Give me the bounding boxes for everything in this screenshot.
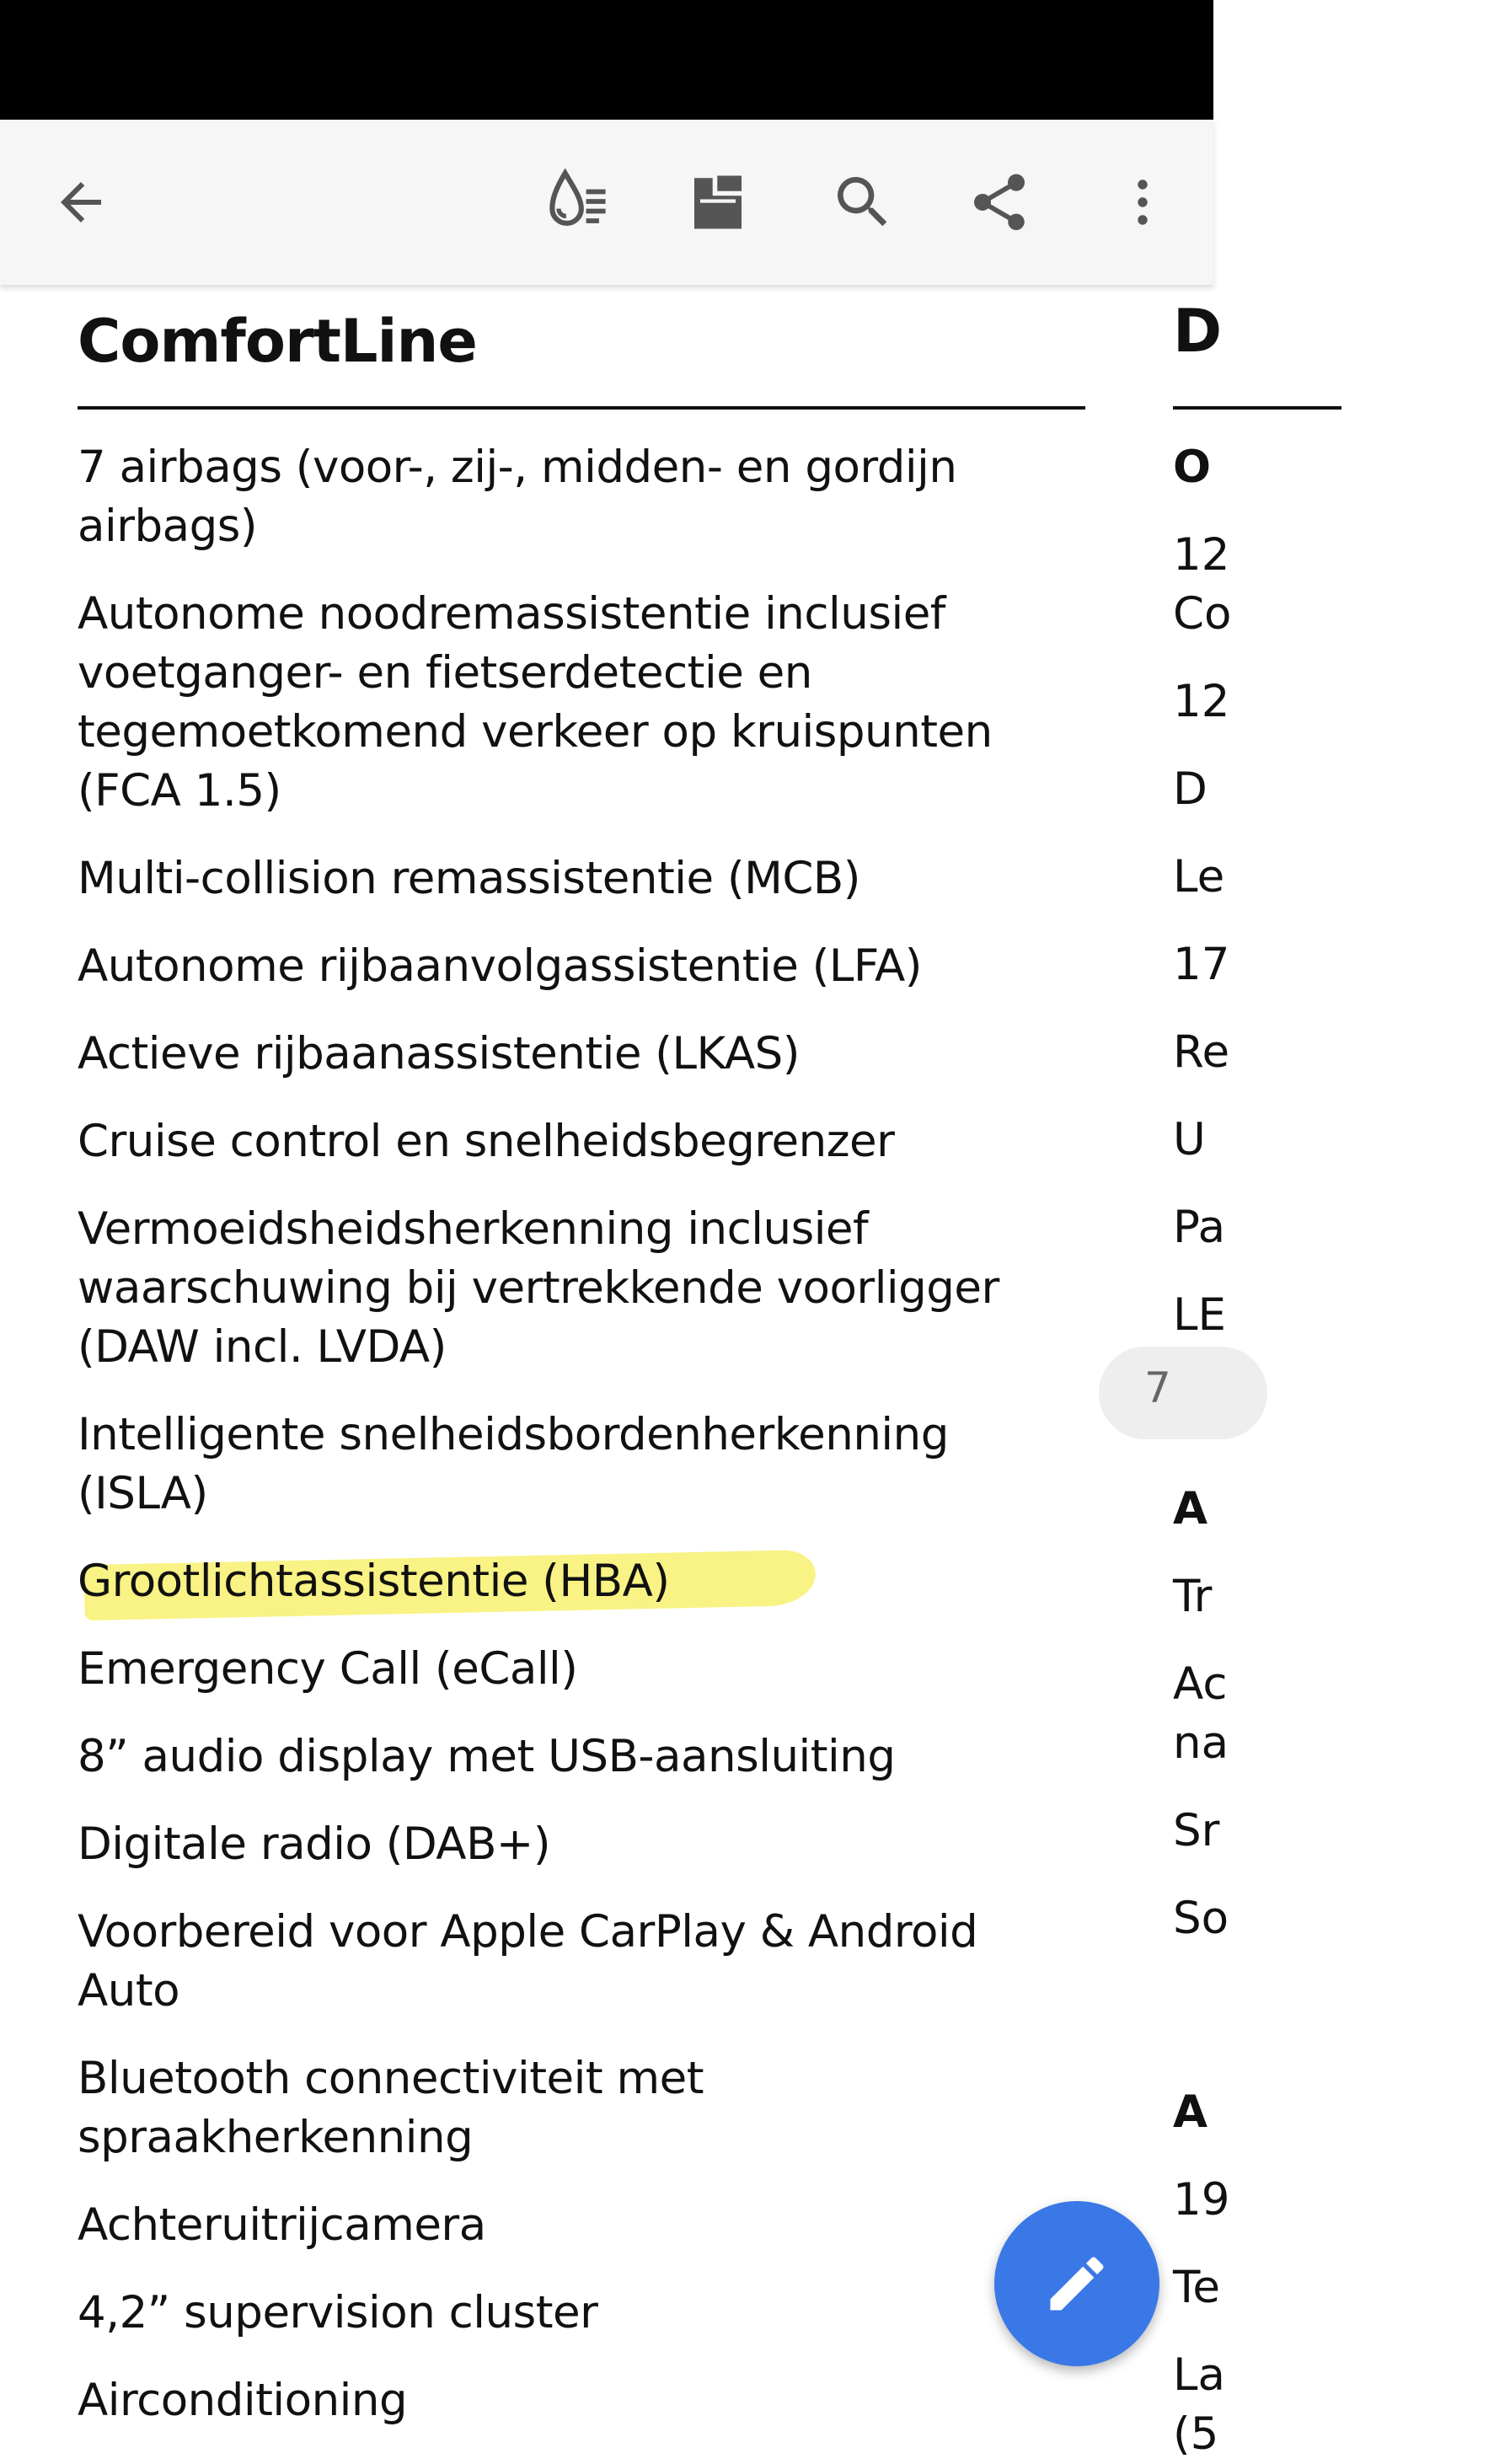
clipped-text-fragment: A	[1173, 1483, 1208, 1535]
clipped-text-fragment: 19	[1173, 2174, 1230, 2226]
feature-item: Actieve rijbaanassistentie (LKAS)	[78, 1028, 800, 1079]
toolbar	[0, 120, 1213, 285]
feature-item: Achteruitrijcamera	[78, 2199, 486, 2251]
status-bar	[0, 0, 1213, 120]
feature-item: Cruise control en snelheidsbegrenzer	[78, 1116, 895, 1167]
reading-mode-button[interactable]	[531, 155, 625, 249]
clipped-text-fragment: Co	[1173, 588, 1232, 640]
edit-fab-button[interactable]	[994, 2201, 1159, 2366]
feature-item: Emergency Call (eCall)	[78, 1643, 578, 1695]
clipped-text-fragment: 12	[1173, 529, 1230, 581]
reading-mode-icon	[539, 163, 617, 241]
clipped-text-fragment: LE	[1173, 1289, 1227, 1341]
feature-item: Bluetooth connectiviteit met spraakherkenning	[78, 2053, 704, 2163]
column-heading: ComfortLine	[78, 307, 477, 376]
search-icon	[829, 169, 897, 236]
heading-rule-fragment	[1173, 406, 1341, 410]
search-button[interactable]	[816, 155, 910, 249]
clipped-text-fragment: D	[1173, 763, 1207, 815]
page-number-indicator	[1099, 1347, 1267, 1439]
more-vert-icon	[1112, 172, 1173, 233]
clipped-text-fragment: Le	[1173, 851, 1225, 903]
clipped-text-fragment: 17	[1173, 939, 1230, 990]
feature-item: 4,2” supervision cluster	[78, 2287, 598, 2338]
clipped-text-fragment: Tr	[1173, 1571, 1213, 1622]
clipped-text-fragment: na	[1173, 1717, 1229, 1769]
pencil-icon	[1041, 2248, 1112, 2319]
feature-item: Airconditioning	[78, 2375, 408, 2426]
back-button[interactable]	[34, 155, 128, 249]
share-icon	[966, 169, 1033, 236]
feature-item: Grootlichtassistentie (HBA)	[78, 1556, 670, 1607]
heading-rule	[78, 406, 1085, 410]
clipped-text-fragment: 12	[1173, 676, 1230, 727]
clipped-text-fragment: O	[1173, 442, 1212, 493]
feature-item: Voorbereid voor Apple CarPlay & Android Auto	[78, 1906, 978, 2017]
clipped-text-fragment: U	[1173, 1114, 1206, 1165]
clipped-text-fragment: (5	[1173, 2408, 1219, 2460]
feature-item: 8” audio display met USB-aansluiting	[78, 1731, 896, 1782]
clipped-text-fragment: Te	[1173, 2262, 1220, 2313]
document-page[interactable]	[0, 285, 1232, 2460]
clipped-text-fragment: La	[1173, 2349, 1226, 2401]
feature-item: 7 airbags (voor-, zij-, midden- en gordijn airbags)	[78, 442, 957, 552]
feature-item: Multi-collision remassistentie (MCB)	[78, 853, 860, 904]
feature-item: Vermoeidsheidsherkenning inclusief waarschuwing bij vertrekkende voorligger (DAW incl. LVDA)	[78, 1203, 999, 1373]
clipped-text-fragment: So	[1173, 1893, 1229, 1944]
clipped-text-fragment: Pa	[1173, 1202, 1226, 1253]
page-layout-button[interactable]	[671, 155, 765, 249]
clipped-text-fragment: Ac	[1173, 1658, 1228, 1710]
share-button[interactable]	[952, 155, 1047, 249]
clipped-text-fragment: Re	[1173, 1026, 1230, 1078]
clipped-text-fragment: Sr	[1173, 1805, 1220, 1856]
feature-item: Digitale radio (DAB+)	[78, 1819, 551, 1870]
feature-item: Autonome rijbaanvolgassistentie (LFA)	[78, 940, 922, 992]
arrow-left-icon	[51, 172, 111, 233]
feature-item: Intelligente snelheidsbordenherkenning (ISLA)	[78, 1409, 949, 1519]
feature-item: Autonome noodremassistentie inclusief voetganger- en fietserdetectie en tegemoetkomend verkeer op kruispunten (FCA 1.5)	[78, 588, 993, 817]
page-layout-icon	[683, 167, 753, 238]
column-heading-fragment: D	[1173, 297, 1223, 366]
page-number: 7	[1144, 1363, 1171, 1412]
more-options-button[interactable]	[1095, 155, 1190, 249]
clipped-text-fragment: A	[1173, 2086, 1208, 2138]
